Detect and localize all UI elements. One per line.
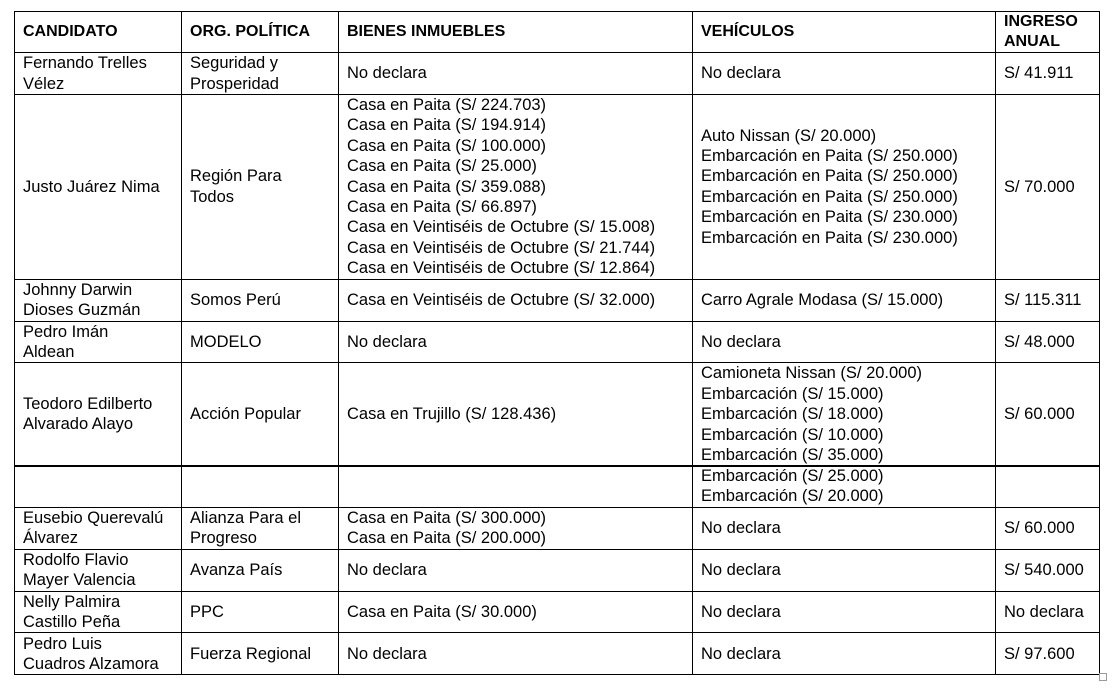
cell-bienes-inmuebles-line: Casa en Trujillo (S/ 128.436)	[347, 405, 557, 424]
cell-bienes-inmuebles-line: Casa en Veintiséis de Octubre (S/ 21.744)	[347, 238, 656, 257]
cell-bienes-inmuebles-line: Casa en Veintiséis de Octubre (S/ 15.008)	[347, 218, 656, 237]
cell-ingreso-anual	[996, 466, 1100, 508]
header-org-politica: ORG. POLÍTICA	[182, 12, 339, 53]
cell-vehiculos-line: No declara	[701, 561, 781, 580]
cell-ingreso-anual	[996, 95, 1100, 280]
cell-candidato-line: Pedro Imán	[23, 322, 109, 341]
table-row	[15, 279, 1100, 321]
cell-bienes-inmuebles-line: Casa en Veintiséis de Octubre (S/ 12.864)	[347, 259, 656, 278]
cell-candidato-line: Pedro Luis	[23, 634, 102, 653]
cell-vehiculos	[693, 321, 996, 363]
cell-candidato	[15, 507, 182, 549]
cell-candidato-line: Mayer Valencia	[23, 571, 136, 590]
cell-candidato-line: Rodolfo Flavio	[23, 550, 129, 569]
cell-bienes-inmuebles-line: Casa en Paita (S/ 224.703)	[347, 96, 547, 114]
cell-org-politica-line: Somos Perú	[190, 290, 281, 309]
cell-vehiculos	[693, 95, 996, 280]
cell-org-politica	[182, 633, 339, 675]
cell-vehiculos-line: No declara	[701, 519, 781, 538]
cell-ingreso-anual-value: S/ 41.911	[1004, 64, 1074, 83]
cell-vehiculos-line: Embarcación (S/ 10.000)	[701, 425, 884, 444]
cell-bienes-inmuebles	[339, 363, 693, 466]
cell-bienes-inmuebles-line: Casa en Paita (S/ 200.000)	[347, 529, 547, 548]
cell-bienes-inmuebles	[339, 321, 693, 363]
cell-bienes-inmuebles-line: Casa en Paita (S/ 194.914)	[347, 116, 547, 135]
cell-candidato	[15, 591, 182, 633]
cell-bienes-inmuebles	[339, 591, 693, 633]
cell-candidato-line: Fernando Trelles	[23, 54, 147, 73]
cell-vehiculos-line: Embarcación en Paita (S/ 250.000)	[701, 147, 958, 166]
cell-candidato-line: Vélez	[23, 74, 65, 93]
cell-bienes-inmuebles	[339, 53, 693, 95]
cell-vehiculos	[693, 53, 996, 95]
table-row	[15, 363, 1100, 466]
table-body-page-2	[15, 466, 1100, 675]
cell-org-politica	[182, 95, 339, 280]
cell-ingreso-anual-value: No declara	[1004, 602, 1084, 621]
cell-vehiculos-line: Embarcación (S/ 18.000)	[701, 405, 884, 424]
cell-org-politica	[182, 591, 339, 633]
cell-vehiculos	[693, 549, 996, 591]
cell-org-politica	[182, 549, 339, 591]
cell-org-politica	[182, 466, 339, 508]
cell-ingreso-anual-value: S/ 60.000	[1004, 405, 1075, 424]
cell-bienes-inmuebles	[339, 549, 693, 591]
cell-candidato	[15, 633, 182, 675]
cell-org-politica-line: Seguridad y	[190, 54, 279, 73]
cell-candidato-line: Álvarez	[23, 529, 79, 548]
cell-bienes-inmuebles-line: No declara	[347, 332, 427, 351]
cell-org-politica-line: Prosperidad	[190, 74, 279, 93]
cell-org-politica	[182, 321, 339, 363]
cell-candidato	[15, 95, 182, 280]
header-ingreso-line-1: INGRESO	[1004, 13, 1078, 30]
cell-ingreso-anual	[996, 53, 1100, 95]
cell-vehiculos	[693, 466, 996, 508]
cell-org-politica	[182, 279, 339, 321]
cell-org-politica-line: PPC	[190, 602, 224, 621]
table-row	[15, 633, 1100, 675]
cell-vehiculos-line: Embarcación en Paita (S/ 230.000)	[701, 208, 958, 227]
cell-bienes-inmuebles-line: Casa en Paita (S/ 66.897)	[347, 198, 537, 217]
cell-candidato-line: Teodoro Edilberto	[23, 395, 153, 414]
cell-ingreso-anual	[996, 549, 1100, 591]
cell-ingreso-anual-value: S/ 97.600	[1004, 644, 1075, 663]
cell-vehiculos-line: Embarcación en Paita (S/ 250.000)	[701, 167, 958, 186]
header-vehiculos: VEHÍCULOS	[693, 12, 996, 53]
cell-vehiculos	[693, 633, 996, 675]
cell-bienes-inmuebles	[339, 466, 693, 508]
cell-ingreso-anual-value: S/ 115.311	[1004, 290, 1082, 309]
cell-org-politica	[182, 507, 339, 549]
cell-candidato-line: Eusebio Querevalú	[23, 508, 164, 527]
table-row	[15, 321, 1100, 363]
cell-candidato-line: Castillo Peña	[23, 613, 121, 632]
table-row	[15, 549, 1100, 591]
cell-ingreso-anual-value: S/ 540.000	[1004, 561, 1084, 580]
header-ingreso-anual	[996, 12, 1100, 53]
cell-vehiculos-line: Embarcación (S/ 15.000)	[701, 384, 884, 403]
cell-vehiculos-line: No declara	[701, 64, 781, 83]
cell-vehiculos	[693, 507, 996, 549]
cell-org-politica-line: MODELO	[190, 332, 262, 351]
cell-ingreso-anual-value: S/ 60.000	[1004, 519, 1075, 538]
cell-vehiculos-line: Embarcación en Paita (S/ 230.000)	[701, 228, 958, 247]
cell-org-politica-line: Avanza País	[190, 561, 283, 580]
table-row	[15, 95, 1100, 280]
cell-vehiculos	[693, 363, 996, 466]
cell-vehiculos-line: Embarcación (S/ 20.000)	[701, 487, 884, 506]
cell-bienes-inmuebles	[339, 95, 693, 280]
cell-vehiculos-line: No declara	[701, 332, 781, 351]
cell-candidato-line: Justo Juárez Nima	[23, 177, 160, 196]
cell-bienes-inmuebles-line: Casa en Paita (S/ 300.000)	[347, 508, 547, 527]
cell-vehiculos-line: Embarcación (S/ 35.000)	[701, 446, 884, 465]
cell-candidato	[15, 53, 182, 95]
table-row	[15, 53, 1100, 95]
cell-vehiculos-line: Camioneta Nissan (S/ 20.000)	[701, 364, 923, 383]
cell-bienes-inmuebles	[339, 633, 693, 675]
cell-org-politica	[182, 53, 339, 95]
cell-org-politica-line: Progreso	[190, 529, 257, 548]
header-row	[15, 12, 1100, 53]
cell-ingreso-anual	[996, 321, 1100, 363]
candidates-assets-table	[14, 11, 1100, 467]
header-candidato: CANDIDATO	[15, 12, 182, 53]
header-bienes-inmuebles: BIENES INMUEBLES	[339, 12, 693, 53]
cell-org-politica-line: Todos	[190, 187, 235, 206]
cell-ingreso-anual	[996, 591, 1100, 633]
cell-org-politica	[182, 363, 339, 466]
cell-bienes-inmuebles-line: No declara	[347, 64, 427, 83]
cell-candidato	[15, 363, 182, 466]
cell-candidato-line: Johnny Darwin	[23, 280, 133, 299]
cell-candidato-line: Cuadros Alzamora	[23, 654, 159, 673]
cell-candidato-line: Alvarado Alayo	[23, 415, 134, 434]
table-resize-handle[interactable]	[1099, 673, 1107, 681]
cell-candidato	[15, 466, 182, 508]
table-body-page-1	[15, 53, 1100, 467]
cell-org-politica-line: Alianza Para el	[190, 508, 301, 527]
cell-org-politica-line: Acción Popular	[190, 405, 301, 424]
cell-bienes-inmuebles-line: Casa en Veintiséis de Octubre (S/ 32.000)	[347, 290, 656, 309]
cell-ingreso-anual-value: S/ 48.000	[1004, 332, 1075, 351]
cell-candidato-line: Dioses Guzmán	[23, 301, 141, 320]
cell-vehiculos	[693, 279, 996, 321]
cell-vehiculos-line: Embarcación en Paita (S/ 250.000)	[701, 187, 958, 206]
cell-ingreso-anual	[996, 279, 1100, 321]
cell-candidato	[15, 279, 182, 321]
cell-candidato-line: Aldean	[23, 343, 75, 362]
header-ingreso-line-2: ANUAL	[1004, 33, 1060, 50]
cell-ingreso-anual-value: S/ 70.000	[1004, 177, 1075, 196]
cell-bienes-inmuebles-line: Casa en Paita (S/ 25.000)	[347, 157, 537, 176]
cell-ingreso-anual	[996, 507, 1100, 549]
cell-bienes-inmuebles	[339, 507, 693, 549]
table-row	[15, 591, 1100, 633]
cell-org-politica-line: Región Para	[190, 167, 282, 186]
candidates-assets-table-continuation	[14, 465, 1100, 675]
cell-candidato	[15, 321, 182, 363]
cell-bienes-inmuebles-line: Casa en Paita (S/ 359.088)	[347, 177, 547, 196]
cell-candidato-line: Nelly Palmira	[23, 592, 121, 611]
cell-bienes-inmuebles-line: Casa en Paita (S/ 100.000)	[347, 136, 547, 155]
cell-bienes-inmuebles-line: No declara	[347, 561, 427, 580]
cell-ingreso-anual	[996, 363, 1100, 466]
cell-vehiculos	[693, 591, 996, 633]
cell-vehiculos-line: Carro Agrale Modasa (S/ 15.000)	[701, 290, 944, 309]
cell-vehiculos-line: Auto Nissan (S/ 20.000)	[701, 126, 877, 145]
cell-vehiculos-line: No declara	[701, 602, 781, 621]
cell-bienes-inmuebles	[339, 279, 693, 321]
cell-bienes-inmuebles-line: No declara	[347, 644, 427, 663]
cell-candidato	[15, 549, 182, 591]
cell-vehiculos-line: No declara	[701, 644, 781, 663]
cell-org-politica-line: Fuerza Regional	[190, 644, 312, 663]
cell-ingreso-anual	[996, 633, 1100, 675]
table-row	[15, 466, 1100, 508]
cell-bienes-inmuebles-line: Casa en Paita (S/ 30.000)	[347, 602, 537, 621]
cell-vehiculos-line: Embarcación (S/ 25.000)	[701, 467, 884, 485]
table-row	[15, 507, 1100, 549]
